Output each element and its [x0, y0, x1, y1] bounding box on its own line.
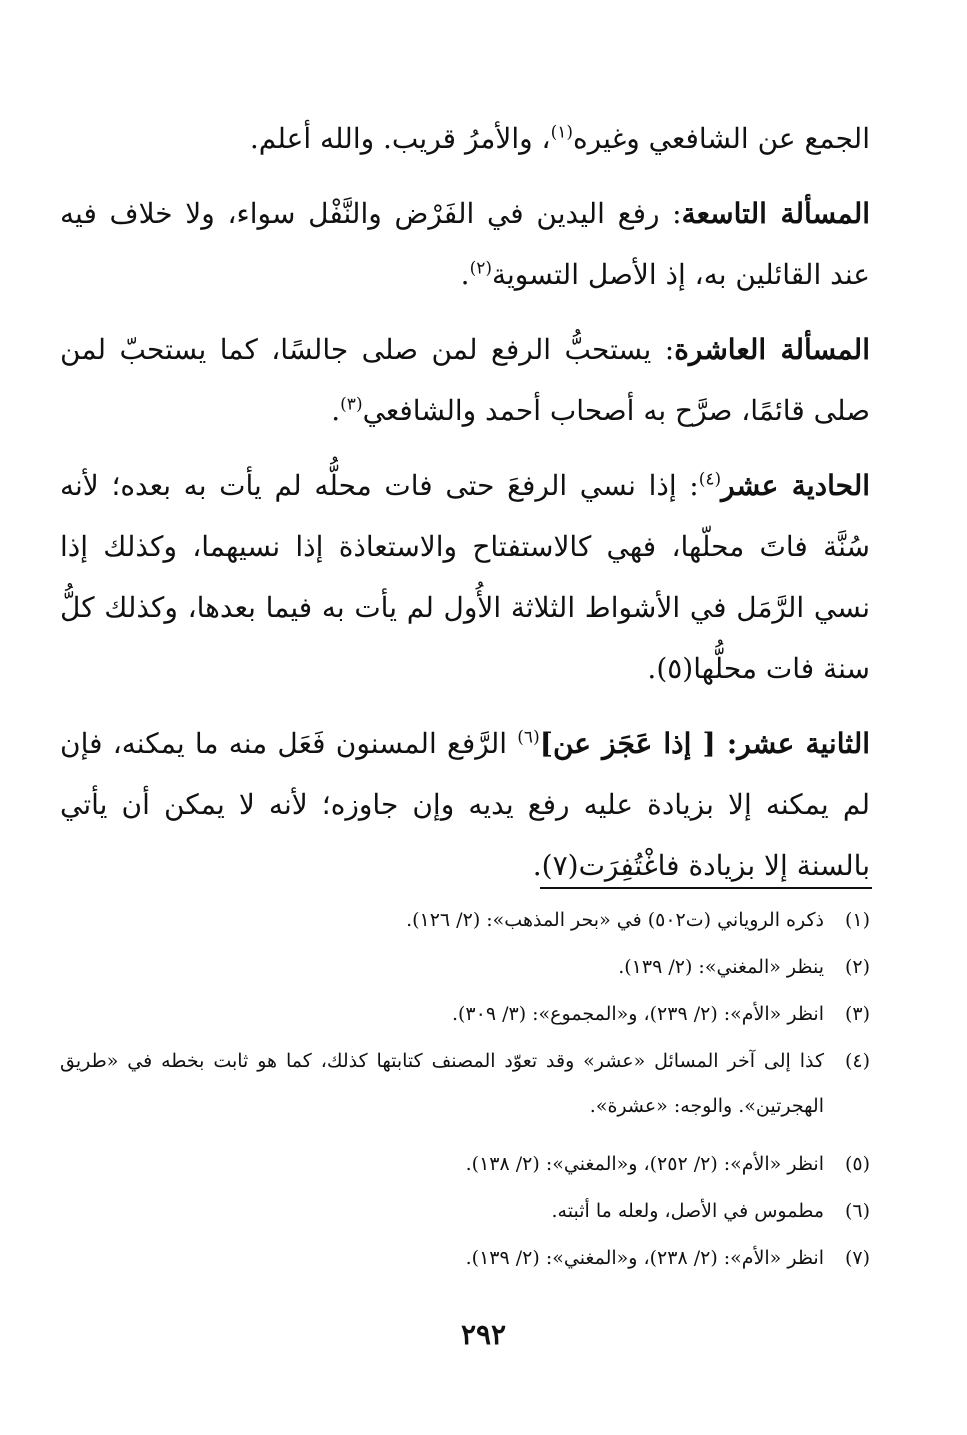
- paragraph-text: الجمع عن الشافعي وغيره: [573, 122, 870, 155]
- footnote-text: مطموس في الأصل، ولعله ما أثبته.: [551, 1200, 824, 1222]
- footnote-number: (٣): [844, 1003, 870, 1025]
- paragraph-4: [60, 455, 870, 699]
- footnote-text: انظر «الأم»: (٢/ ٢٣٨)، و«المغني»: (٢/ ١٣٩).: [465, 1247, 824, 1269]
- paragraph-text: الرَّفع المسنون فَعَل منه ما يمكنه، فإن لم يمكنه إلا بزيادة عليه رفع يديه وإن جاوزه؛ لأنه لا يمكن أن يأتي بالسنة إلا بزيادة فاغْتُفِرَت(٧).: [60, 727, 870, 882]
- footnote-marker: (٢): [469, 258, 492, 279]
- paragraph-heading: الثانية عشر: [ إذا عَجَز عن]: [539, 727, 870, 760]
- paragraph-text: .: [331, 394, 341, 427]
- footnote-marker: (٤): [698, 469, 722, 490]
- paragraph-heading: الحادية عشر: [721, 469, 870, 502]
- paragraph-3: [60, 319, 870, 441]
- footnote-marker: (٣): [340, 394, 363, 415]
- paragraph-heading: المسألة التاسعة: [681, 197, 871, 230]
- paragraph-text: : إذا نسي الرفعَ حتى فات محلُّه لم يأت به بعده؛ لأنه سُنَّة فاتَ محلّها، فهي كالاستفتاح والاستعاذة إذا نسيهما، وكذلك إذا نسي الرَّمَل في الأشواط الثلاثة الأُول لم يأت به فيما بعدها، وكذلك كلُّ سنة فات محلُّها(٥).: [60, 469, 870, 685]
- footnote-number: (١): [844, 909, 870, 931]
- footnote-separator: [540, 887, 872, 889]
- footnote: [60, 1246, 870, 1270]
- footnote-marker: (٦): [517, 727, 540, 748]
- footnote-text: ذكره الروياني (ت٥٠٢) في «بحر المذهب»: (٢/ ١٢٦).: [406, 909, 824, 931]
- footnote-number: (٤): [844, 1050, 870, 1072]
- paragraph-1: [60, 108, 870, 169]
- footnote-number: (٢): [844, 956, 870, 978]
- footnote-text: انظر «الأم»: (٢/ ٢٥٢)، و«المغني»: (٢/ ١٣٨).: [465, 1153, 824, 1175]
- footnote: [60, 1152, 870, 1176]
- paragraph-2: [60, 183, 870, 305]
- footnote-marker: (١): [550, 122, 574, 143]
- footnote-number: (٧): [844, 1247, 870, 1269]
- footnote: [60, 1002, 870, 1026]
- footnotes: [60, 908, 870, 1293]
- footnote-text: ينظر «المغني»: (٢/ ١٣٩).: [618, 956, 824, 978]
- footnote: [60, 1199, 870, 1223]
- footnote: [60, 1049, 870, 1129]
- footnote-number: (٦): [844, 1200, 870, 1222]
- page-number: ٢٩٢: [460, 1318, 507, 1351]
- footnote-text: انظر «الأم»: (٢/ ٢٣٩)، و«المجموع»: (٣/ ٣٠٩).: [451, 1003, 824, 1025]
- paragraph-text: : رفع اليدين في الفَرْض والنَّفْل سواء، ولا خلاف فيه عند القائلين به، إذ الأصل التسوية: [60, 197, 870, 291]
- footnote: [60, 955, 870, 979]
- paragraph-text: ، والأمرُ قريب. والله أعلم.: [249, 122, 551, 155]
- footnote-number: (٥): [844, 1153, 870, 1175]
- footnote-text: كذا إلى آخر المسائل «عشر» وقد تعوّد المصنف كتابتها كذلك، كما هو ثابت بخطه في «طريق الهجرتين». والوجه: «عشرة».: [60, 1050, 824, 1117]
- footnote: [60, 908, 870, 932]
- paragraph-heading: المسألة العاشرة: [674, 333, 870, 366]
- paragraph-text: : يستحبُّ الرفع لمن صلى جالسًا، كما يستحبّ لمن صلى قائمًا، صرَّح به أصحاب أحمد والشافعي: [60, 333, 870, 427]
- paragraph-5: [60, 713, 870, 896]
- main-text: [60, 108, 870, 910]
- paragraph-text: .: [460, 258, 470, 291]
